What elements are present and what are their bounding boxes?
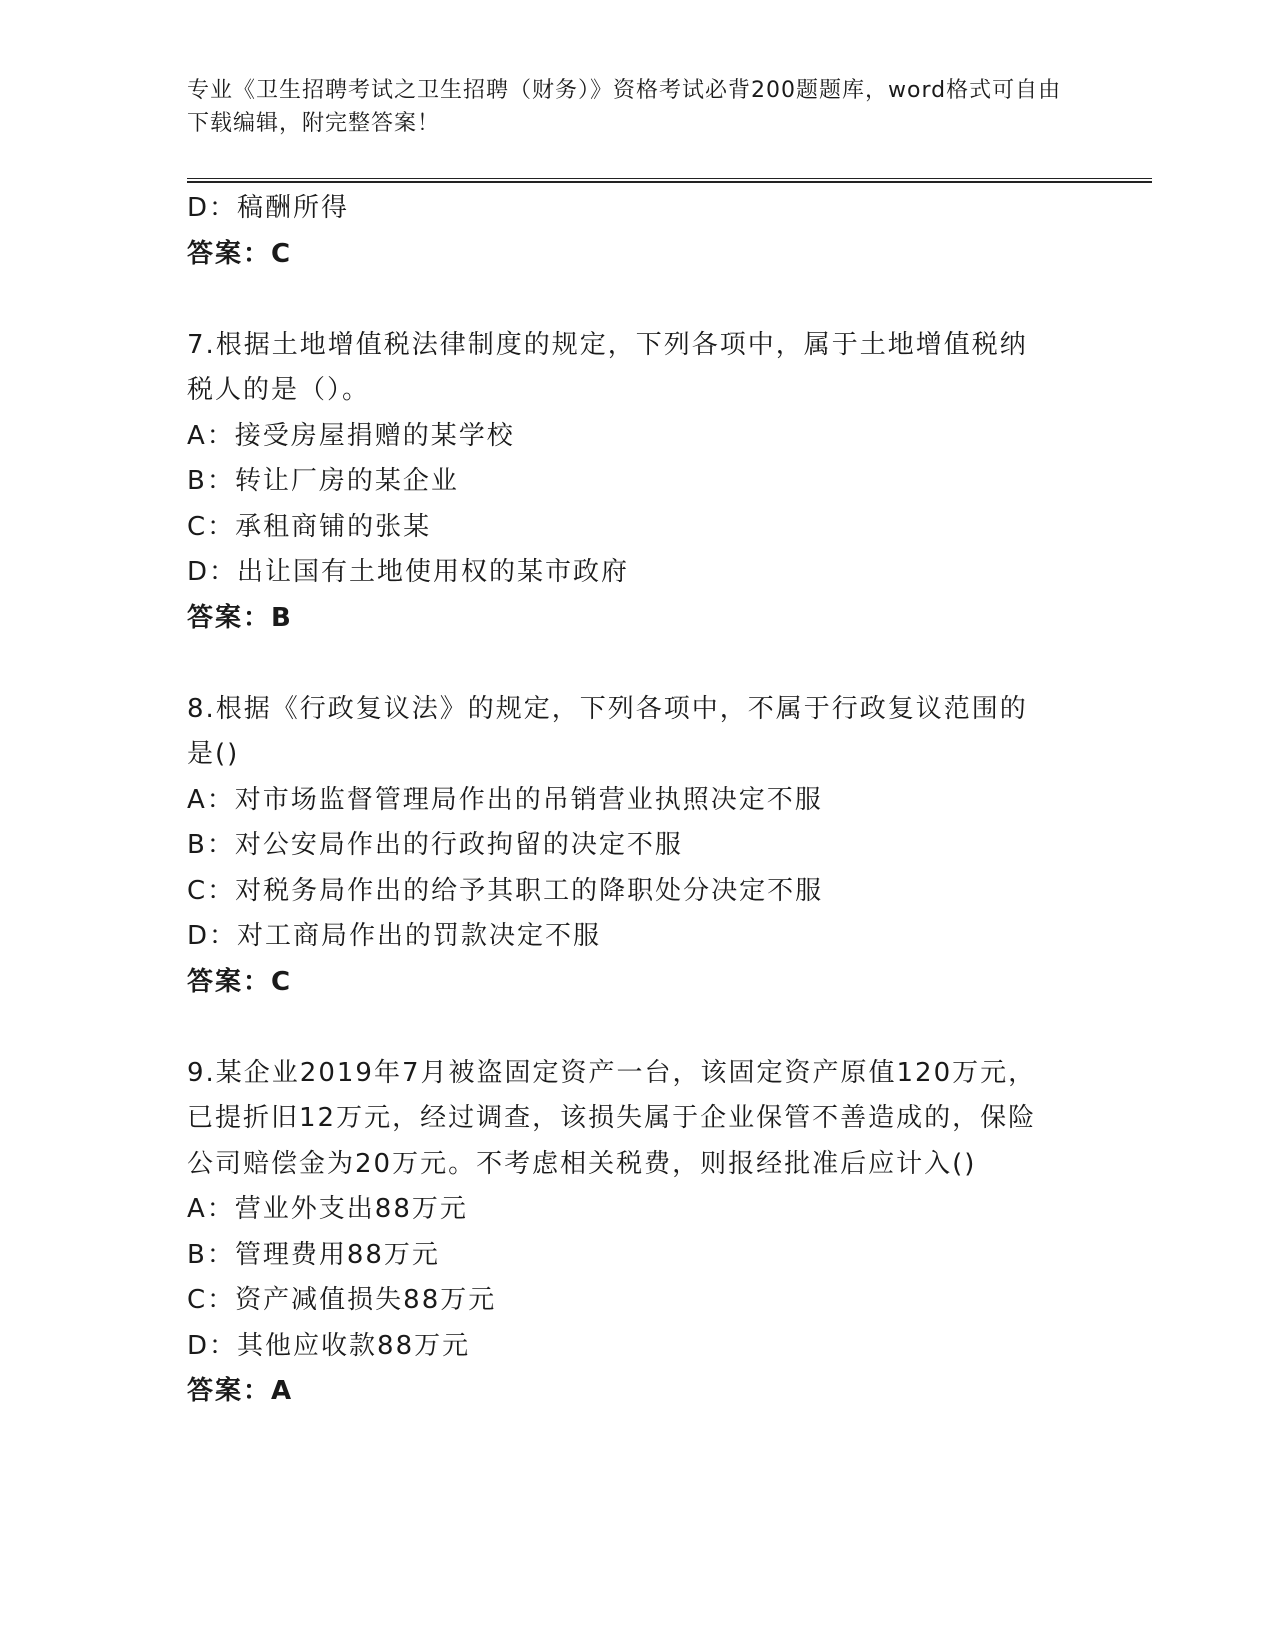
spacer — [187, 277, 1087, 323]
question-stem: 已提折旧12万元，经过调查，该损失属于企业保管不善造成的，保险 — [187, 1103, 1037, 1133]
option-c: C：对税务局作出的给予其职工的降职处分决定不服 — [187, 875, 824, 906]
question-stem: 税人的是（）。 — [187, 375, 371, 405]
question-9 — [187, 1051, 1087, 1415]
question-7 — [187, 323, 1087, 642]
answer: 答案：C — [187, 238, 293, 269]
answer: 答案：A — [187, 1376, 294, 1406]
option-b: B：对公安局作出的行政拘留的决定不服 — [187, 830, 683, 860]
option-c: C：承租商铺的张某 — [187, 511, 432, 542]
option-a: A：营业外支出88万元 — [187, 1194, 468, 1224]
document-body — [187, 186, 1087, 1415]
answer: 答案：C — [187, 966, 293, 997]
option-d: D：对工商局作出的罚款决定不服 — [187, 921, 602, 951]
page-header: 专业《卫生招聘考试之卫生招聘（财务）》资格考试必背200题题库，word格式可自由下载编辑，附完整答案！ — [187, 78, 1062, 136]
option-b: B：转让厂房的某企业 — [187, 466, 459, 496]
question-stem: 9.某企业2019年7月被盗固定资产一台，该固定资产原值120万元， — [187, 1057, 1037, 1088]
spacer — [187, 641, 1087, 687]
spacer — [187, 1005, 1087, 1051]
option-a: A：接受房屋捐赠的某学校 — [187, 420, 515, 451]
option-a: A：对市场监督管理局作出的吊销营业执照决定不服 — [187, 784, 823, 815]
option-c: C：资产减值损失88万元 — [187, 1285, 497, 1315]
option-d: D：其他应收款88万元 — [187, 1330, 471, 1361]
option-b: B：管理费用88万元 — [187, 1239, 440, 1270]
question-stem: 是() — [187, 739, 240, 769]
answer: 答案：B — [187, 602, 293, 633]
previous-question-tail — [187, 186, 1087, 277]
question-8 — [187, 687, 1087, 1006]
option-d: D：稿酬所得 — [187, 193, 350, 223]
question-stem: 8.根据《行政复议法》的规定，下列各项中，不属于行政复议范围的 — [187, 693, 1028, 724]
question-stem: 公司赔偿金为20万元。不考虑相关税费，则报经批准后应计入() — [187, 1148, 977, 1179]
option-d: D：出让国有土地使用权的某市政府 — [187, 557, 630, 587]
question-stem: 7.根据土地增值税法律制度的规定，下列各项中，属于土地增值税纳 — [187, 329, 1028, 360]
header-divider — [187, 178, 1152, 183]
